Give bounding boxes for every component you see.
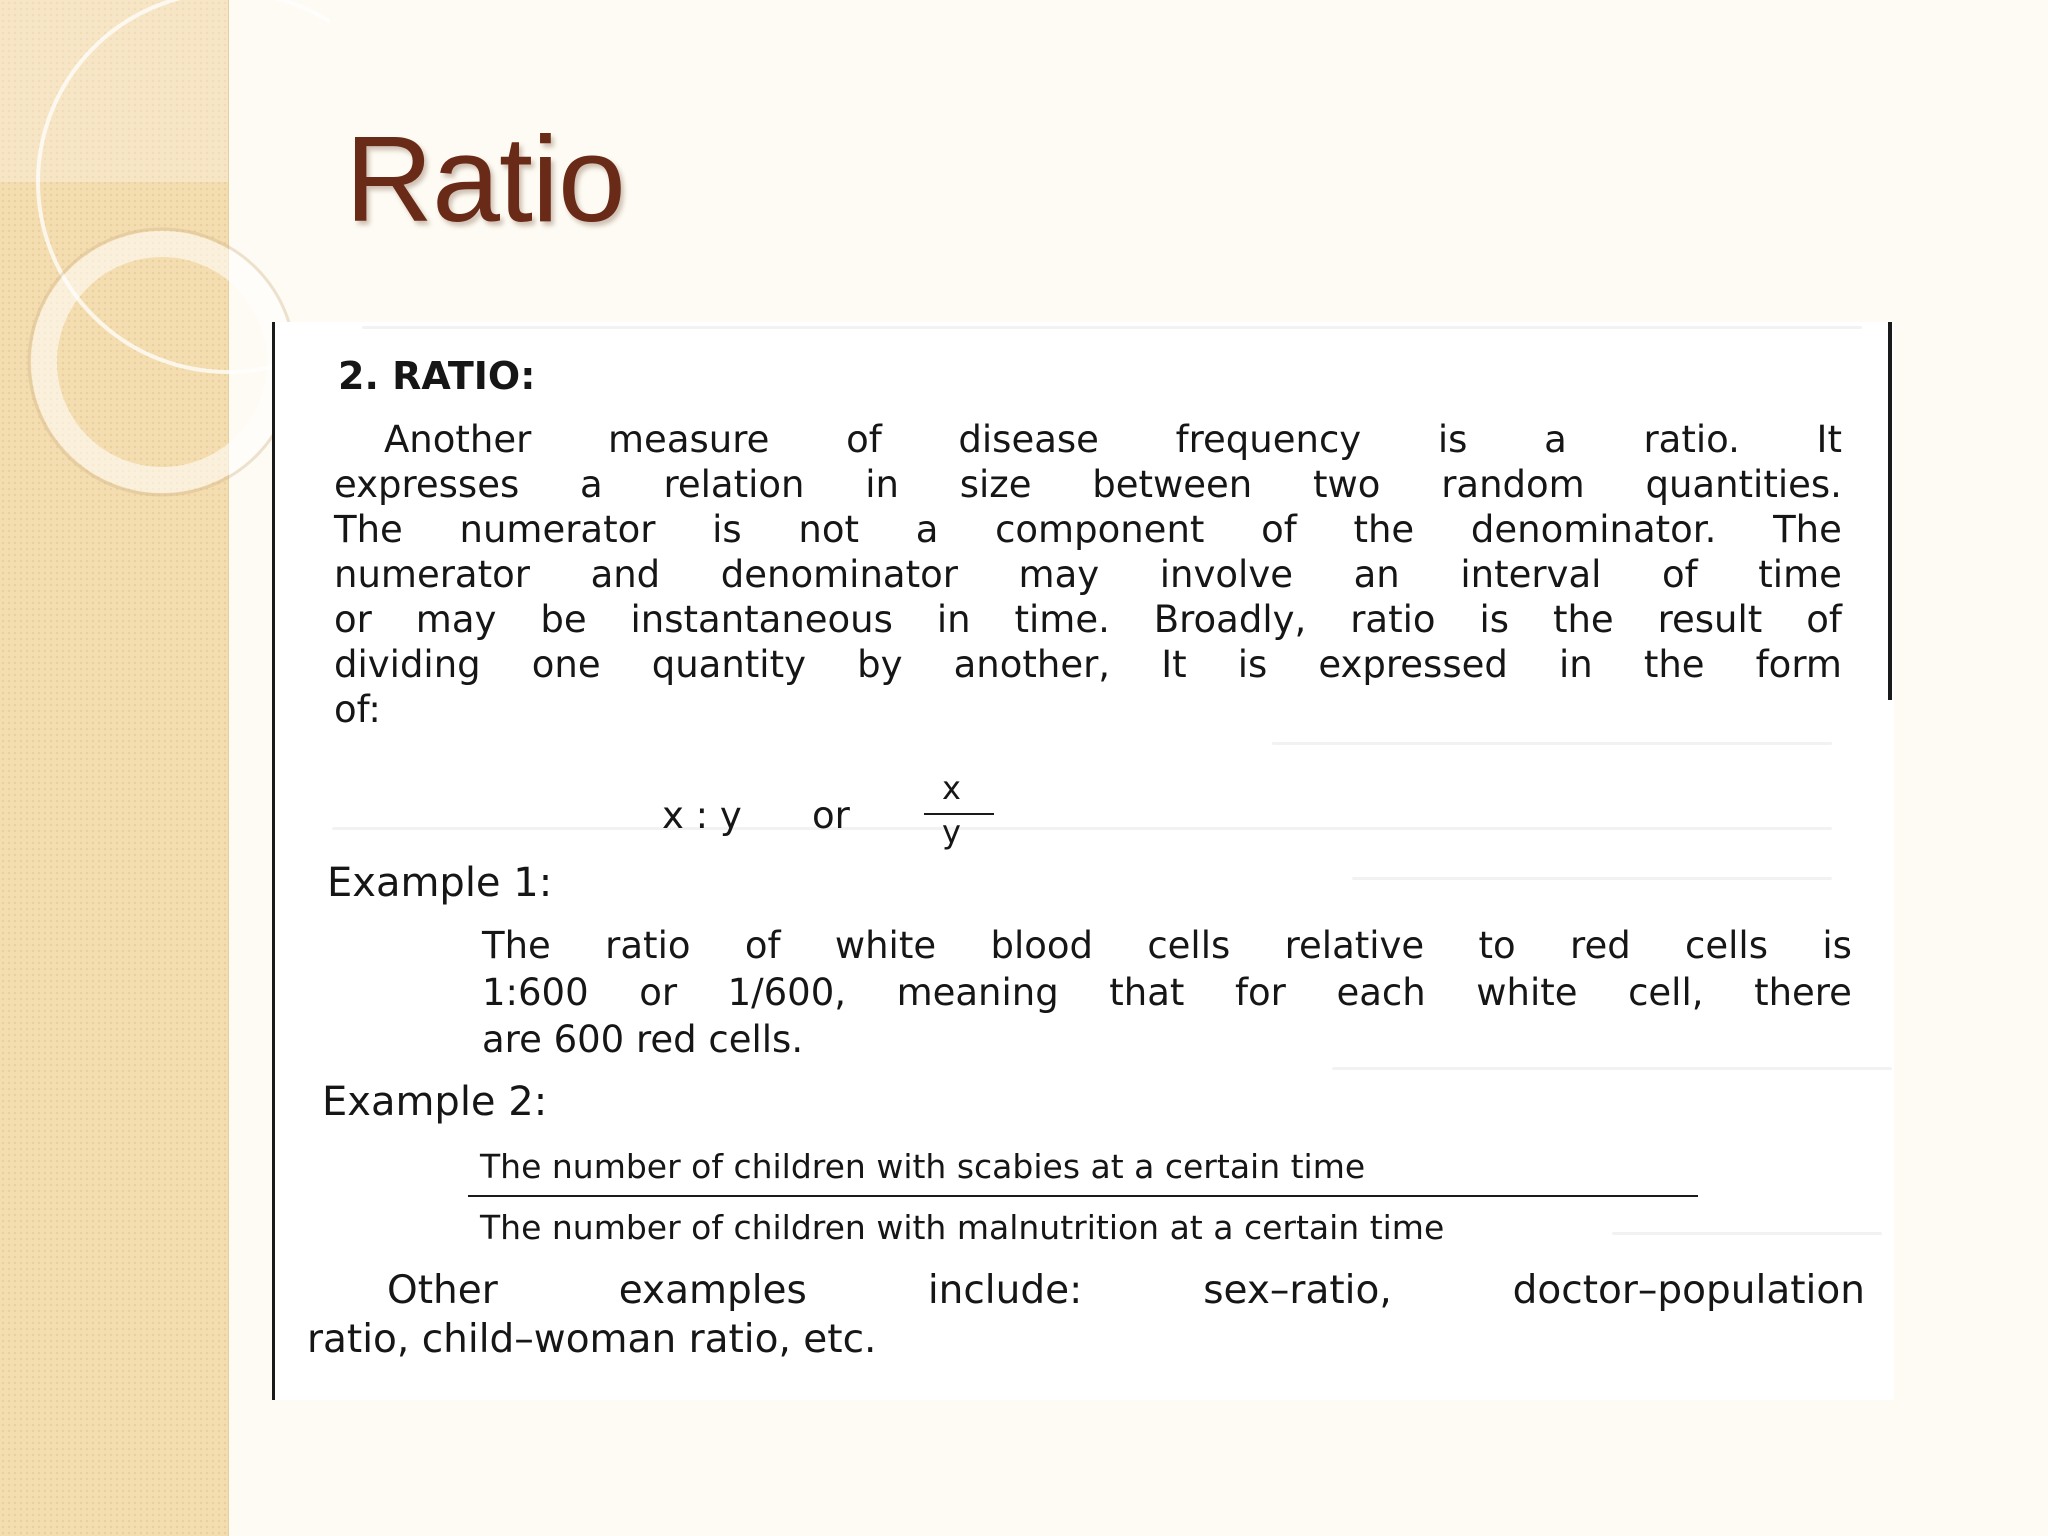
word: in [865, 463, 899, 506]
word: expresses [334, 463, 520, 506]
word: Broadly, [1153, 598, 1307, 641]
word: that [1109, 971, 1185, 1014]
word: is [1479, 598, 1510, 641]
word: ratio. [1643, 418, 1740, 461]
word: by [857, 643, 903, 686]
paragraph-line [334, 597, 1842, 642]
other-examples [307, 1266, 1865, 1364]
word: 1/600, [727, 971, 847, 1014]
scanned-textbook-page [272, 322, 1894, 1400]
scan-border-right [1888, 322, 1892, 700]
word: two [1313, 463, 1381, 506]
example-1-label: Example 1: [327, 860, 553, 906]
word: another, [953, 643, 1111, 686]
example-2-fraction-bar [468, 1195, 1698, 1197]
word: It [1161, 643, 1187, 686]
word: form [1755, 643, 1842, 686]
word: ratio [1350, 598, 1436, 641]
example-2-numerator: The number of children with scabies at a certain time [480, 1147, 1366, 1186]
word: random [1441, 463, 1585, 506]
word: instantaneous [630, 598, 893, 641]
word: or [334, 598, 372, 641]
word: Another [384, 418, 532, 461]
word: 1:600 [482, 971, 589, 1014]
word: of [744, 924, 781, 967]
word: to [1478, 924, 1516, 967]
word: meaning [896, 971, 1059, 1014]
word: is [712, 508, 742, 551]
word: of [1662, 553, 1698, 596]
paragraph-line [334, 642, 1842, 687]
word: relative [1284, 924, 1425, 967]
word: the [1643, 643, 1705, 686]
word: component [995, 508, 1205, 551]
word: is [1822, 924, 1852, 967]
word: of [1806, 598, 1842, 641]
word: a [1544, 418, 1567, 461]
word: numerator [459, 508, 656, 551]
word: interval [1460, 553, 1602, 596]
word: quantities. [1645, 463, 1842, 506]
example-1-text [482, 922, 1852, 1063]
example-2-denominator: The number of children with malnutrition at a certain time [480, 1208, 1445, 1247]
word: an [1353, 553, 1400, 596]
word: in [1558, 643, 1593, 686]
bleed-artifact [332, 827, 1832, 830]
definition-paragraph [334, 417, 1842, 732]
word: time [1758, 553, 1842, 596]
bleed-artifact [1612, 1232, 1882, 1235]
word: red [1570, 924, 1631, 967]
slide-title: Ratio [345, 111, 625, 247]
word: expressed [1318, 643, 1508, 686]
bleed-artifact [1272, 742, 1832, 745]
word: relation [663, 463, 805, 506]
fraction-numerator: x [942, 769, 961, 807]
other-line-last: ratio, child–woman ratio, etc. [307, 1317, 877, 1362]
word: is [1437, 418, 1468, 461]
example-line [482, 922, 1852, 969]
word: sex–ratio, [1203, 1268, 1392, 1313]
paragraph-line [334, 417, 1842, 462]
scan-border-left [272, 322, 275, 1400]
word: blood [990, 924, 1093, 967]
word: examples [618, 1268, 807, 1313]
word: cells [1147, 924, 1231, 967]
word: The [482, 924, 551, 967]
word: cells [1685, 924, 1768, 967]
bleed-artifact [1332, 1067, 1892, 1070]
ratio-colon-form: x : y [662, 794, 742, 837]
word: quantity [651, 643, 806, 686]
word: dividing [334, 643, 481, 686]
word: white [1476, 971, 1578, 1014]
word: The [1773, 508, 1842, 551]
bleed-artifact [1352, 877, 1832, 880]
paragraph-line-last: of: [334, 688, 381, 731]
ratio-or-word: or [812, 794, 850, 837]
word: ratio [605, 924, 691, 967]
word: The [334, 508, 403, 551]
word: time. [1014, 598, 1110, 641]
word: frequency [1175, 418, 1362, 461]
paragraph-line [334, 507, 1842, 552]
fraction-denominator: y [942, 813, 961, 851]
word: denominator [720, 553, 958, 596]
word: the [1552, 598, 1614, 641]
word: numerator [334, 553, 530, 596]
word: include: [927, 1268, 1083, 1313]
word: between [1092, 463, 1253, 506]
word: a [580, 463, 603, 506]
paragraph-line [334, 552, 1842, 597]
word: be [540, 598, 587, 641]
word: of [846, 418, 882, 461]
other-line [307, 1266, 1865, 1315]
word: there [1754, 971, 1852, 1014]
paragraph-line [334, 462, 1842, 507]
word: or [639, 971, 678, 1014]
word: one [531, 643, 601, 686]
ratio-formula [662, 769, 1082, 872]
word: and [590, 553, 661, 596]
example-2-label: Example 2: [322, 1079, 548, 1125]
word: may [415, 598, 497, 641]
word: involve [1159, 553, 1293, 596]
section-heading: 2. RATIO: [338, 354, 536, 398]
bleed-artifact [362, 326, 1862, 329]
word: not [798, 508, 860, 551]
word: the [1353, 508, 1415, 551]
example-line-last: are 600 red cells. [482, 1018, 804, 1061]
word: result [1657, 598, 1763, 641]
word: doctor–population [1512, 1268, 1865, 1313]
word: measure [608, 418, 770, 461]
word: It [1816, 418, 1842, 461]
word: denominator. [1470, 508, 1717, 551]
word: white [834, 924, 937, 967]
word: each [1336, 971, 1426, 1014]
word: may [1018, 553, 1100, 596]
example-line [482, 969, 1852, 1016]
word: disease [958, 418, 1099, 461]
word: size [959, 463, 1032, 506]
word: for [1235, 971, 1286, 1014]
word: a [915, 508, 939, 551]
word: cell, [1628, 971, 1704, 1014]
word: is [1237, 643, 1268, 686]
word: Other [387, 1268, 498, 1313]
word: in [936, 598, 971, 641]
word: of [1261, 508, 1297, 551]
